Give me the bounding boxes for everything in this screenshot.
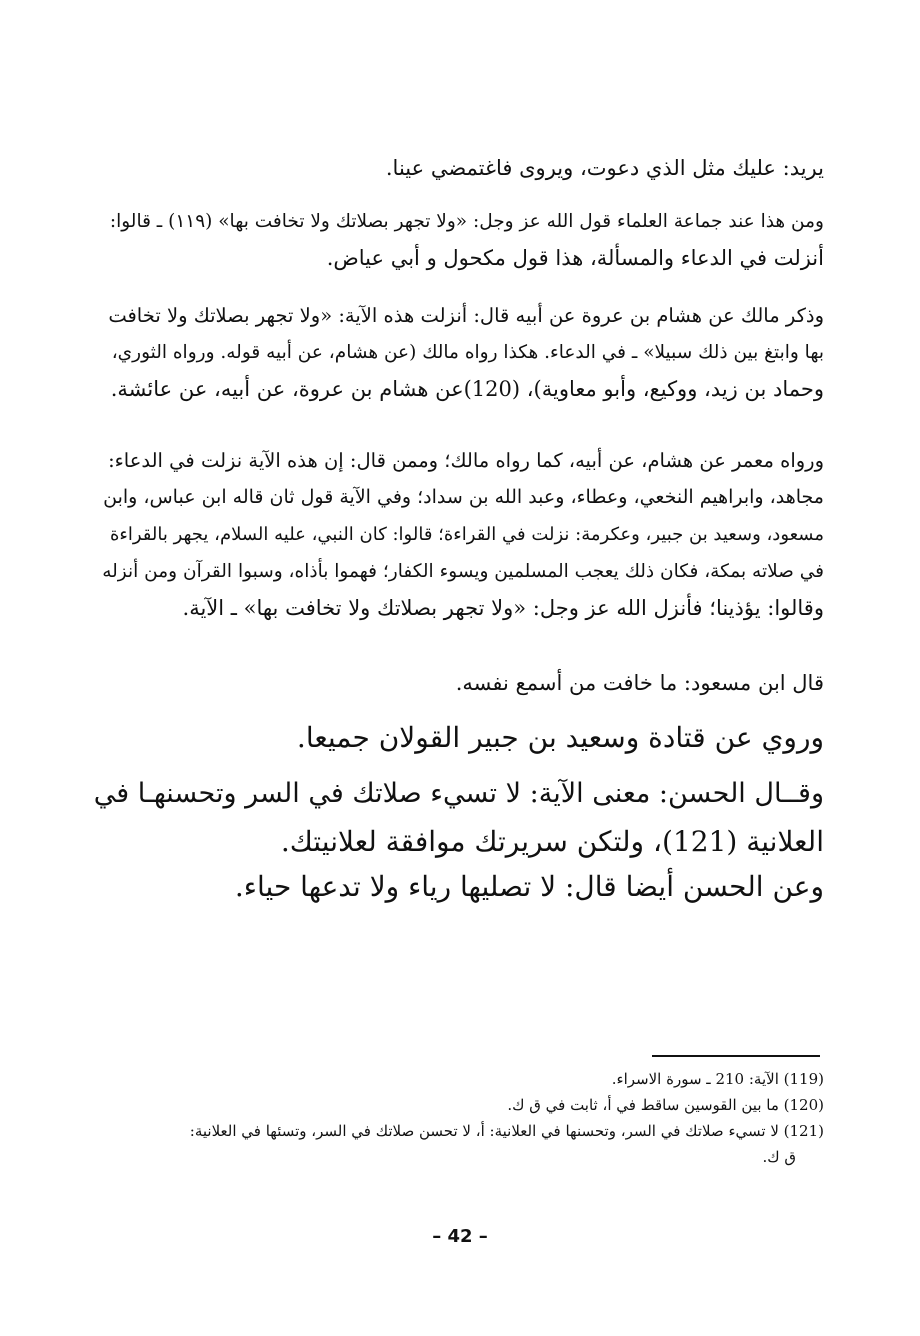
text-line: ومن هذا عند جماعة العلماء قول الله عز وجل: «ولا تجهر بصلاتك ولا تخافت بها» (١١٩) ـ قالوا:	[109, 211, 824, 232]
text-line: مجاهد، وابراهيم النخعي، وعطاء، وعبد الله بن سداد؛ وفي الآية قول ثان قاله ابن عباس، وابن	[103, 486, 824, 508]
footnote-119: (119) الآية: 210 ـ سورة الاسراء.	[611, 1070, 824, 1088]
text-line: وحماد بن زيد، ووكيع، وأبو معاوية)، (120)عن هشام بن عروة، عن أبيه، عن عائشة.	[110, 377, 824, 401]
footnote-120: (120) ما بين القوسين ساقط في أ، ثابت في ق ك.	[507, 1096, 824, 1114]
paragraph-1	[94, 150, 824, 187]
text-line: يريد: عليك مثل الذي دعوت، ويروى فاغتمضي عينا.	[385, 156, 824, 180]
footnote-121: (121) لا تسيء صلاتك في السر، وتحسنها في العلانية: أ، لا تحسن صلاتك في السر، وتسئها في العلانية:	[189, 1122, 824, 1140]
text-line: بها وابتغ بين ذلك سبيلا» ـ في الدعاء. هكذا رواه مالك (عن هشام، عن أبيه قوله. ورواه الثوري،	[111, 342, 824, 363]
paragraph-6	[94, 714, 824, 762]
page-number: – 42 –	[432, 1226, 488, 1247]
text-line: مسعود، وسعيد بن جبير، وعكرمة: نزلت في القراءة؛ قالوا: كان النبي، عليه السلام، يجهر بالقراءة	[109, 524, 824, 545]
text-line: وعن الحسن أيضا قال: لا تصليها رياء ولا تدعها حياء.	[234, 870, 824, 903]
text-line: وروي عن قتادة وسعيد بن جبير القولان جميعا.	[296, 721, 824, 754]
text-line: وذكر مالك عن هشام بن عروة عن أبيه قال: أنزلت هذه الآية: «ولا تجهر بصلاتك ولا تخافت	[108, 304, 824, 327]
paragraph-3	[94, 297, 824, 408]
text-line: ورواه معمر عن هشام، عن أبيه، كما رواه مالك؛ وممن قال: إن هذه الآية نزلت في الدعاء:	[108, 449, 824, 472]
paragraph-7	[94, 770, 824, 866]
text-line: أنزلت في الدعاء والمسألة، هذا قول مكحول و أبي عياض.	[326, 246, 824, 270]
footnote-divider	[652, 1055, 820, 1057]
footnote-121-continuation: ق ك.	[762, 1148, 796, 1166]
text-line: قال ابن مسعود: ما خافت من أسمع نفسه.	[455, 671, 824, 695]
paragraph-4	[94, 442, 824, 627]
paragraph-2	[94, 203, 824, 277]
text-line: في صلاته بمكة، فكان ذلك يعجب المسلمين ويسوء الكفار؛ فهموا بأذاه، وسبوا القرآن ومن أنزله	[102, 561, 824, 582]
footnotes	[94, 1066, 824, 1170]
paragraph-8	[94, 863, 824, 911]
text-line: العلانية (121)، ولتكن سريرتك موافقة لعلانيتك.	[280, 825, 824, 858]
text-line: وقــال الحسن: معنى الآية: لا تسيء صلاتك في السر وتحسنهـا في	[93, 778, 824, 809]
paragraph-5	[94, 665, 824, 702]
text-line: وقالوا: يؤذينا؛ فأنزل الله عز وجل: «ولا تجهر بصلاتك ولا تخافت بها» ـ الآية.	[182, 596, 824, 620]
